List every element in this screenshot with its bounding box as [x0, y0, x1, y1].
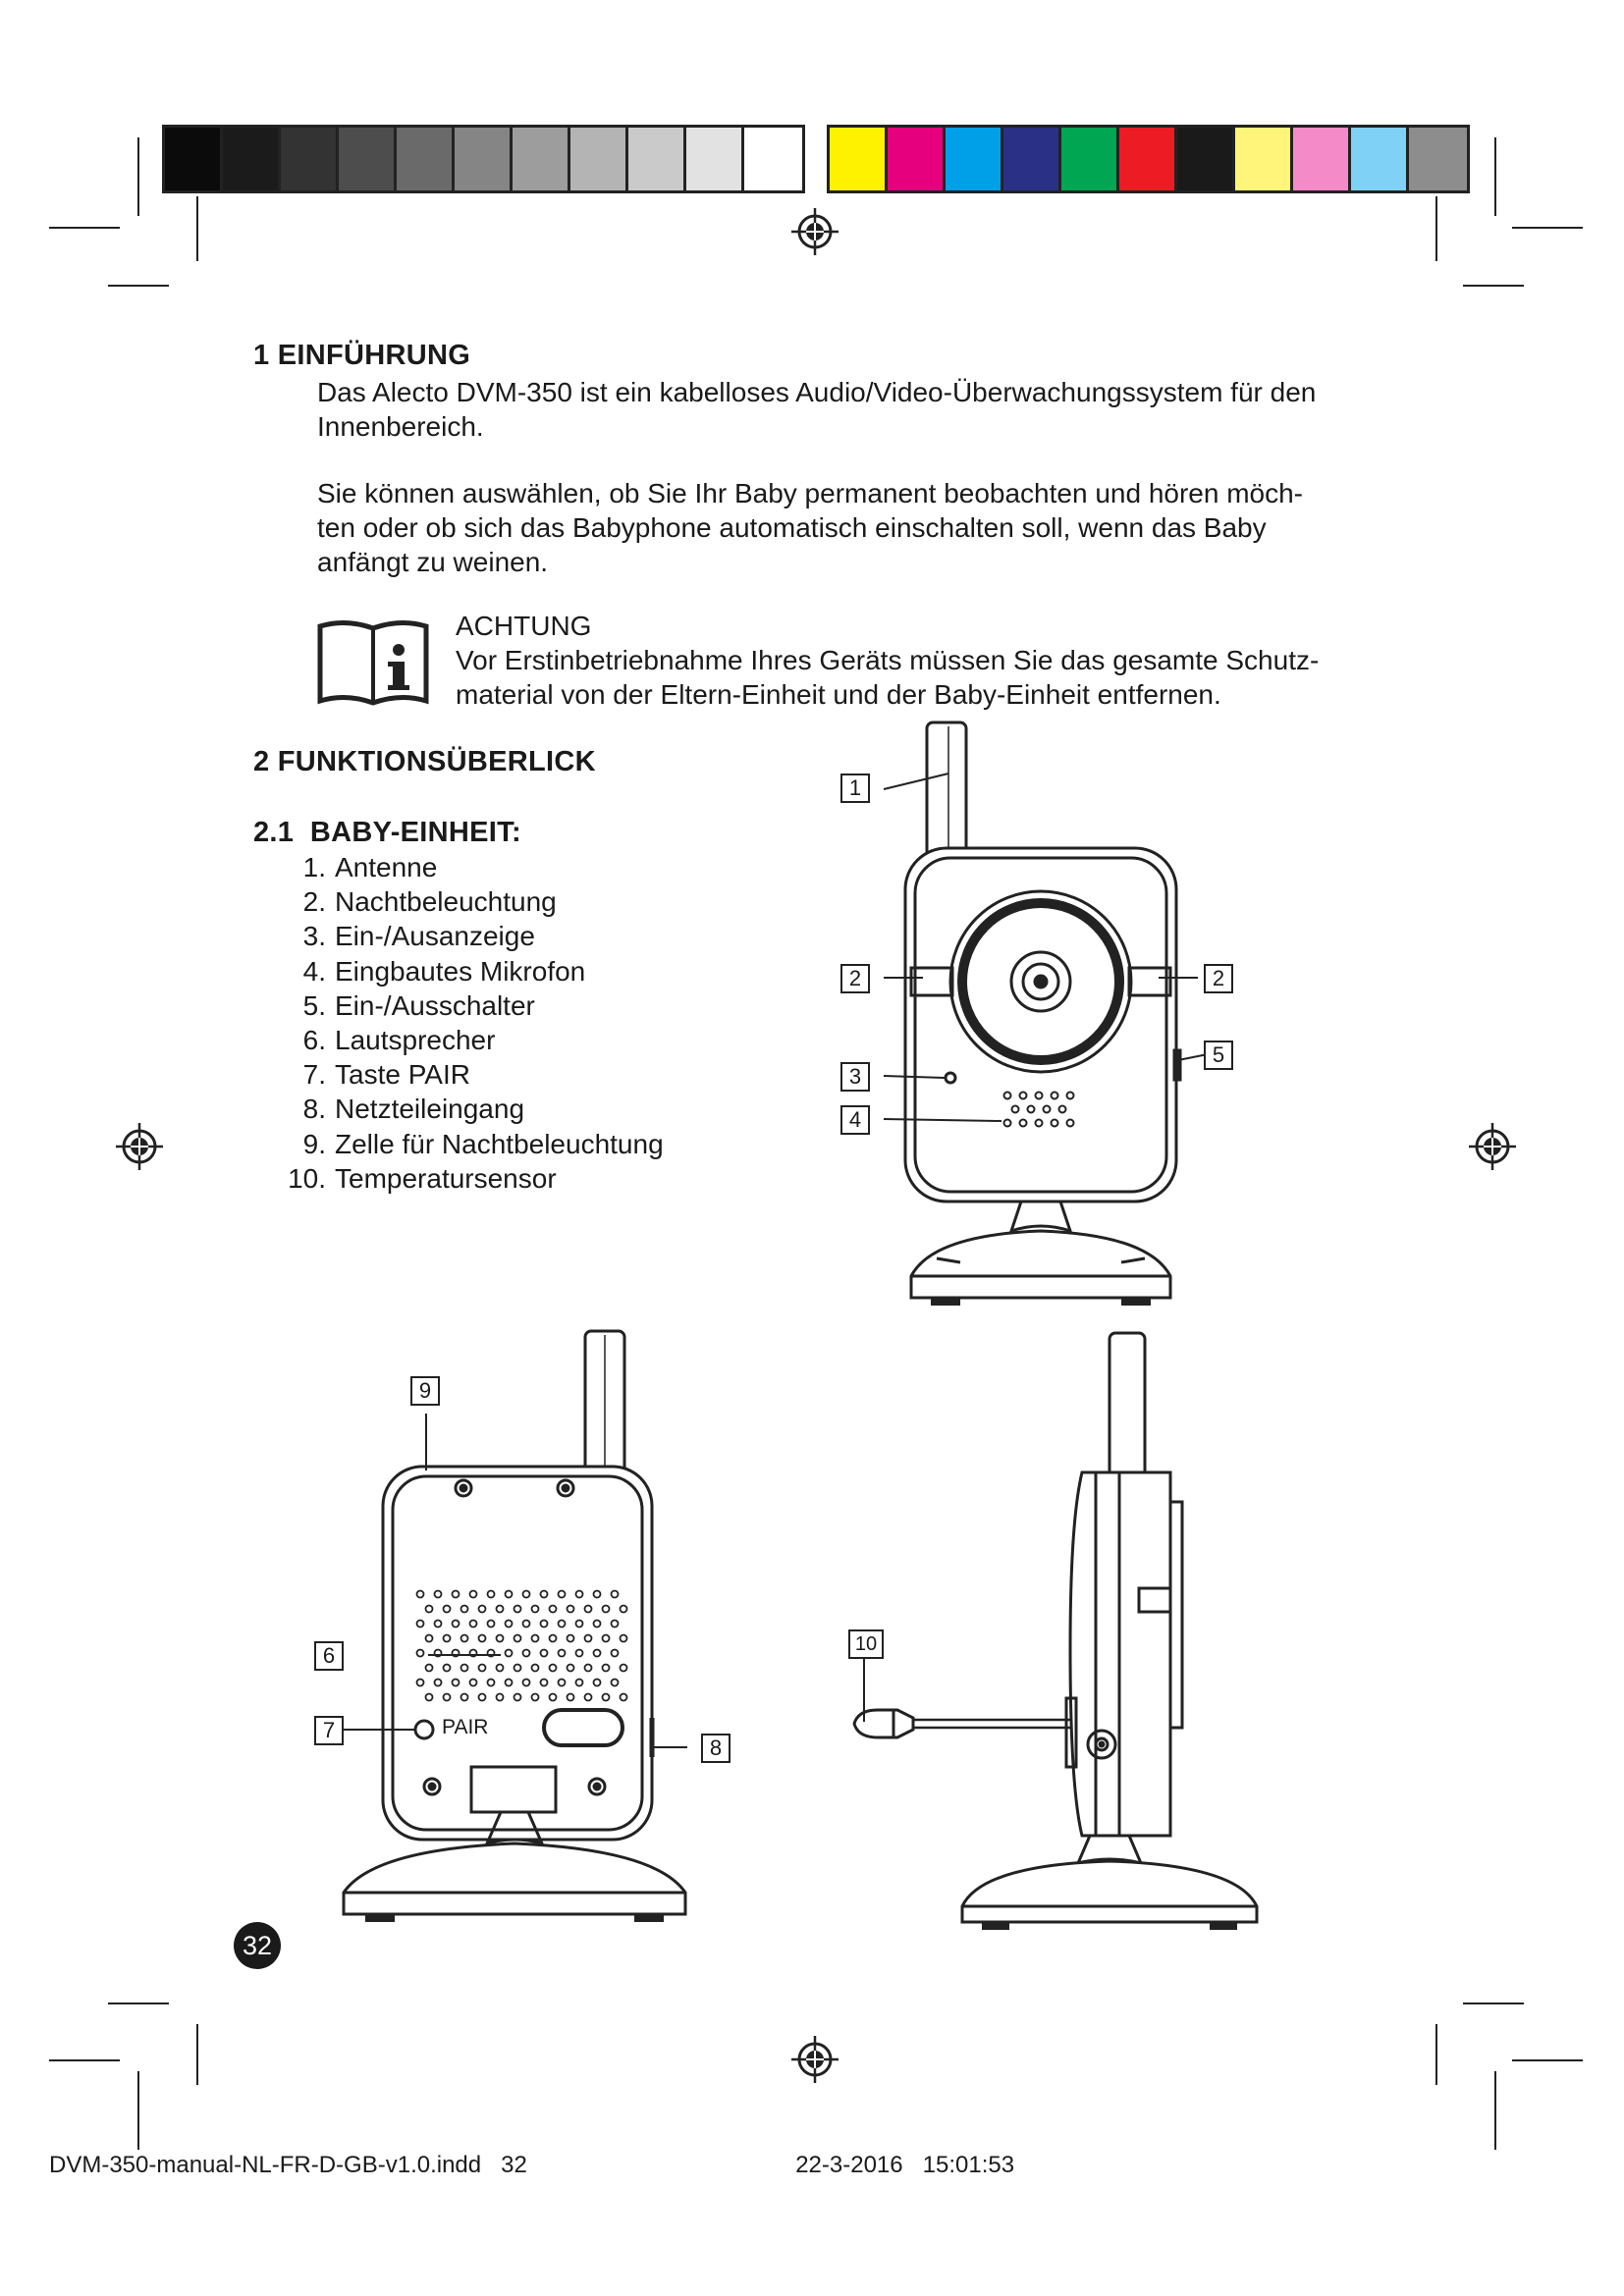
- pair-label: PAIR: [442, 1716, 489, 1738]
- callout-6: 6: [314, 1641, 344, 1671]
- item-label: Ein-/Ausanzeige: [335, 921, 535, 952]
- item-number: 10.: [288, 1162, 326, 1194]
- color-swatch: [1235, 128, 1293, 190]
- list-item: [285, 1023, 664, 1057]
- item-number: 7.: [302, 1059, 326, 1091]
- list-item: [285, 954, 664, 988]
- gray-swatch: [223, 128, 281, 190]
- gray-swatch: [686, 128, 744, 190]
- color-swatch: [946, 128, 1003, 190]
- item-label: Antenne: [335, 852, 438, 882]
- list-item: [285, 884, 664, 919]
- color-swatch: [1409, 128, 1467, 190]
- notice-title: ACHTUNG: [456, 611, 592, 641]
- list-item: [285, 988, 664, 1023]
- callout-3: 3: [840, 1062, 870, 1092]
- item-label: Nachtbeleuchtung: [335, 886, 557, 918]
- gray-swatch: [744, 128, 802, 190]
- callout-10: 10: [848, 1629, 884, 1659]
- gray-swatch: [570, 128, 628, 190]
- callout-8: 8: [701, 1734, 731, 1763]
- sub-heading-baby-unit: 2.1 BABY-EINHEIT:: [253, 817, 521, 848]
- item-label: Eingbautes Mikrofon: [335, 955, 586, 987]
- item-number: 9.: [302, 1128, 326, 1159]
- intro-paragraph-1: [317, 375, 1316, 444]
- color-swatch: [1177, 128, 1235, 190]
- text-line: anfängt zu weinen.: [317, 547, 549, 577]
- item-number: 6.: [302, 1024, 326, 1055]
- callout-2-right: 2: [1204, 964, 1233, 993]
- text-line: material von der Eltern-Einheit und der Baby-Einheit entfernen.: [456, 679, 1221, 710]
- registration-mark-icon: [789, 2034, 840, 2085]
- callout-9: 9: [410, 1376, 440, 1406]
- item-label: Zelle für Nachtbeleuchtung: [335, 1128, 664, 1159]
- color-swatch: [888, 128, 946, 190]
- registration-mark-icon: [789, 206, 840, 257]
- item-label: Netzteileingang: [335, 1094, 525, 1125]
- callout-1: 1: [840, 774, 870, 803]
- item-number: 3.: [302, 921, 326, 952]
- item-label: Taste PAIR: [335, 1059, 470, 1091]
- gray-swatch: [455, 128, 513, 190]
- gray-swatch: [339, 128, 397, 190]
- list-item: [285, 1127, 664, 1161]
- print-slug: DVM-350-manual-NL-FR-D-GB-v1.0.indd 32 22-3-2016 15:01:53: [49, 2152, 1015, 2178]
- list-item: [285, 1161, 664, 1196]
- list-item: [285, 850, 664, 884]
- baby-unit-side-illustration: [825, 1325, 1286, 1934]
- baby-unit-back-illustration: [314, 1325, 727, 1934]
- gray-swatch: [513, 128, 570, 190]
- process-color-bar: [827, 125, 1470, 193]
- item-label: Temperatursensor: [335, 1162, 557, 1194]
- gray-swatch: [281, 128, 339, 190]
- color-swatch: [1119, 128, 1177, 190]
- color-swatch: [1351, 128, 1409, 190]
- list-item: [285, 919, 664, 953]
- gray-swatch: [397, 128, 455, 190]
- baby-unit-parts-list: [285, 850, 664, 1196]
- text-line: Das Alecto DVM-350 ist ein kabelloses Audio/Video-Überwachungssystem für den: [317, 377, 1317, 407]
- item-label: Lautsprecher: [335, 1024, 496, 1055]
- baby-unit-front-illustration: [854, 717, 1227, 1325]
- gray-scale-bar: [162, 125, 805, 193]
- callout-4: 4: [840, 1105, 870, 1135]
- callout-2-left: 2: [840, 964, 870, 993]
- registration-mark-icon: [114, 1121, 165, 1172]
- list-item: [285, 1092, 664, 1126]
- color-swatch: [830, 128, 888, 190]
- item-number: 2.: [302, 886, 326, 918]
- intro-paragraph-2: [317, 476, 1303, 579]
- page-number-badge: 32: [234, 1922, 281, 1969]
- color-swatch: [1061, 128, 1119, 190]
- color-swatch: [1003, 128, 1061, 190]
- item-number: 4.: [302, 955, 326, 987]
- section-heading-introduction: 1 EINFÜHRUNG: [253, 340, 471, 371]
- callout-7: 7: [314, 1716, 344, 1745]
- registration-mark-icon: [1467, 1121, 1518, 1172]
- callout-5: 5: [1204, 1041, 1233, 1070]
- gray-swatch: [165, 128, 223, 190]
- item-number: 5.: [302, 989, 326, 1021]
- section-heading-overview: 2 FUNKTIONSÜBERLICK: [253, 746, 596, 777]
- item-number: 1.: [302, 852, 326, 882]
- item-number: 8.: [302, 1094, 326, 1125]
- text-line: Innenbereich.: [317, 411, 484, 442]
- notice-text: [456, 609, 1319, 712]
- text-line: ten oder ob sich das Babyphone automatisch einschalten soll, wenn das Baby: [317, 512, 1267, 543]
- item-label: Ein-/Ausschalter: [335, 989, 535, 1021]
- text-line: Sie können auswählen, ob Sie Ihr Baby permanent beobachten und hören möch-: [317, 478, 1304, 508]
- list-item: [285, 1057, 664, 1092]
- color-swatch: [1293, 128, 1351, 190]
- text-line: Vor Erstinbetriebnahme Ihres Geräts müssen Sie das gesamte Schutz-: [456, 645, 1320, 675]
- info-manual-icon: [316, 618, 430, 709]
- gray-swatch: [628, 128, 686, 190]
